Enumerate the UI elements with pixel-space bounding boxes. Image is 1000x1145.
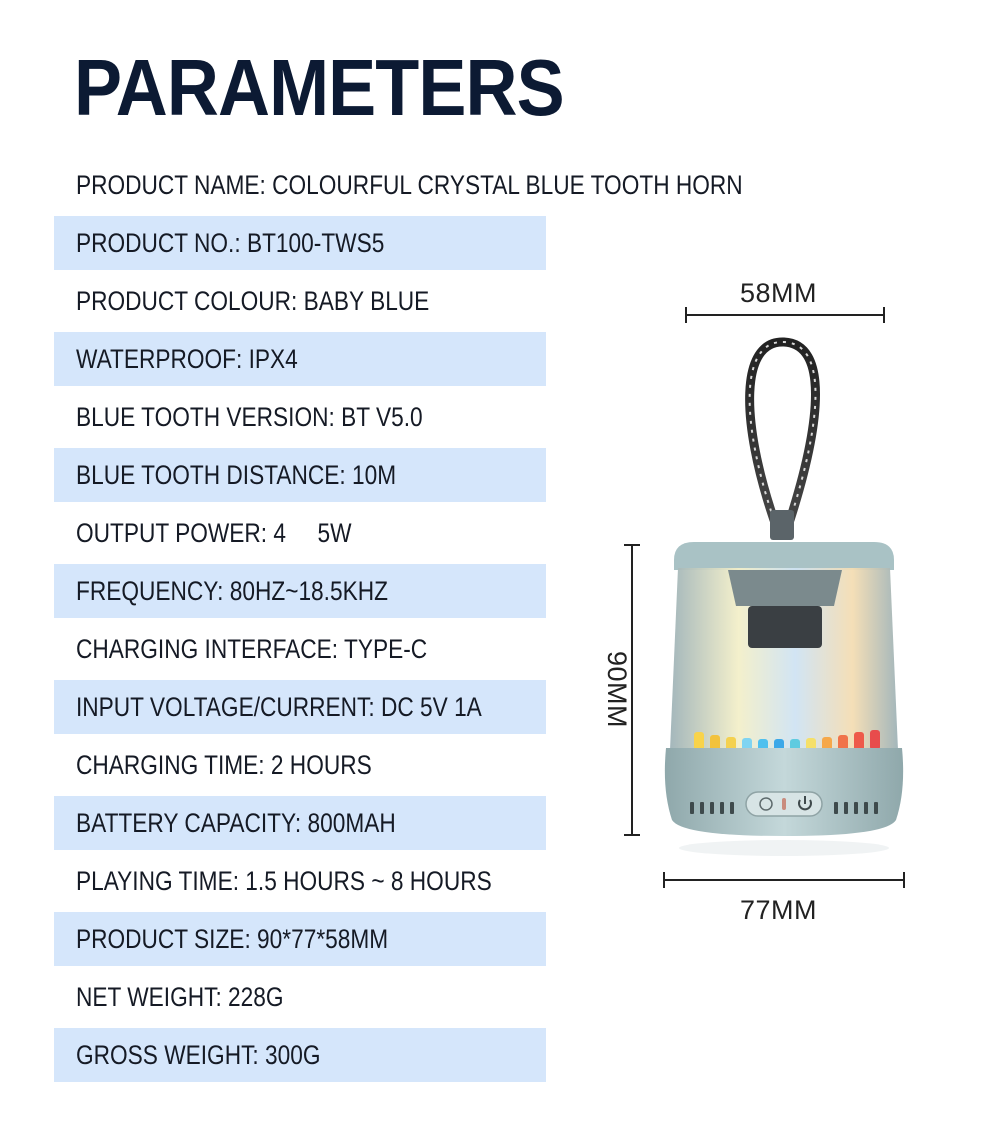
lanyard-pattern bbox=[750, 342, 816, 520]
param-net-weight bbox=[54, 970, 754, 1024]
height-dimension-line bbox=[624, 545, 640, 835]
param-text: GROSS WEIGHT: 300G bbox=[76, 1039, 321, 1070]
lanyard-cord bbox=[750, 342, 816, 520]
width-dimension-line bbox=[664, 872, 904, 888]
param-text: OUTPUT POWER: 4 5W bbox=[76, 517, 352, 548]
depth-label: 58MM bbox=[740, 278, 818, 308]
page-title: PARAMETERS bbox=[74, 43, 564, 132]
param-text: CHARGING INTERFACE: TYPE-C bbox=[76, 633, 428, 664]
param-product-name bbox=[54, 158, 754, 212]
param-product-no bbox=[54, 216, 546, 270]
speaker-illustration bbox=[590, 270, 950, 950]
param-bt-distance bbox=[54, 448, 546, 502]
top-cap bbox=[674, 542, 894, 570]
cord-connector bbox=[770, 510, 794, 540]
param-text: INPUT VOLTAGE/CURRENT: DC 5V 1A bbox=[76, 691, 482, 722]
param-input-voltage bbox=[54, 680, 546, 734]
product-diagram bbox=[590, 270, 950, 950]
param-text: WATERPROOF: IPX4 bbox=[76, 343, 298, 374]
param-text: FREQUENCY: 80HZ~18.5KHZ bbox=[76, 575, 388, 606]
param-text: BATTERY CAPACITY: 800MAH bbox=[76, 807, 396, 838]
reflection bbox=[679, 840, 889, 856]
param-text: BLUE TOOTH DISTANCE: 10M bbox=[76, 459, 397, 490]
speaker-driver bbox=[748, 606, 822, 648]
param-text: PLAYING TIME: 1.5 HOURS ~ 8 HOURS bbox=[76, 865, 492, 896]
param-text: PRODUCT NO.: BT100-TWS5 bbox=[76, 227, 385, 258]
param-waterproof bbox=[54, 332, 546, 386]
height-label: 90MM bbox=[602, 650, 633, 729]
param-text: PRODUCT NAME: COLOURFUL CRYSTAL BLUE TOOTH HORN bbox=[76, 169, 743, 200]
param-gross-weight bbox=[54, 1028, 546, 1082]
param-battery-capacity bbox=[54, 796, 546, 850]
width-label: 77MM bbox=[740, 895, 818, 925]
param-text: BLUE TOOTH VERSION: BT V5.0 bbox=[76, 401, 423, 432]
param-text: CHARGING TIME: 2 HOURS bbox=[76, 749, 372, 780]
param-product-size bbox=[54, 912, 546, 966]
param-text: PRODUCT SIZE: 90*77*58MM bbox=[76, 923, 389, 954]
param-text: PRODUCT COLOUR: BABY BLUE bbox=[76, 285, 430, 316]
depth-dimension-line bbox=[686, 307, 884, 323]
param-text: NET WEIGHT: 228G bbox=[76, 981, 284, 1012]
param-frequency bbox=[54, 564, 546, 618]
indicator-led bbox=[782, 798, 786, 810]
